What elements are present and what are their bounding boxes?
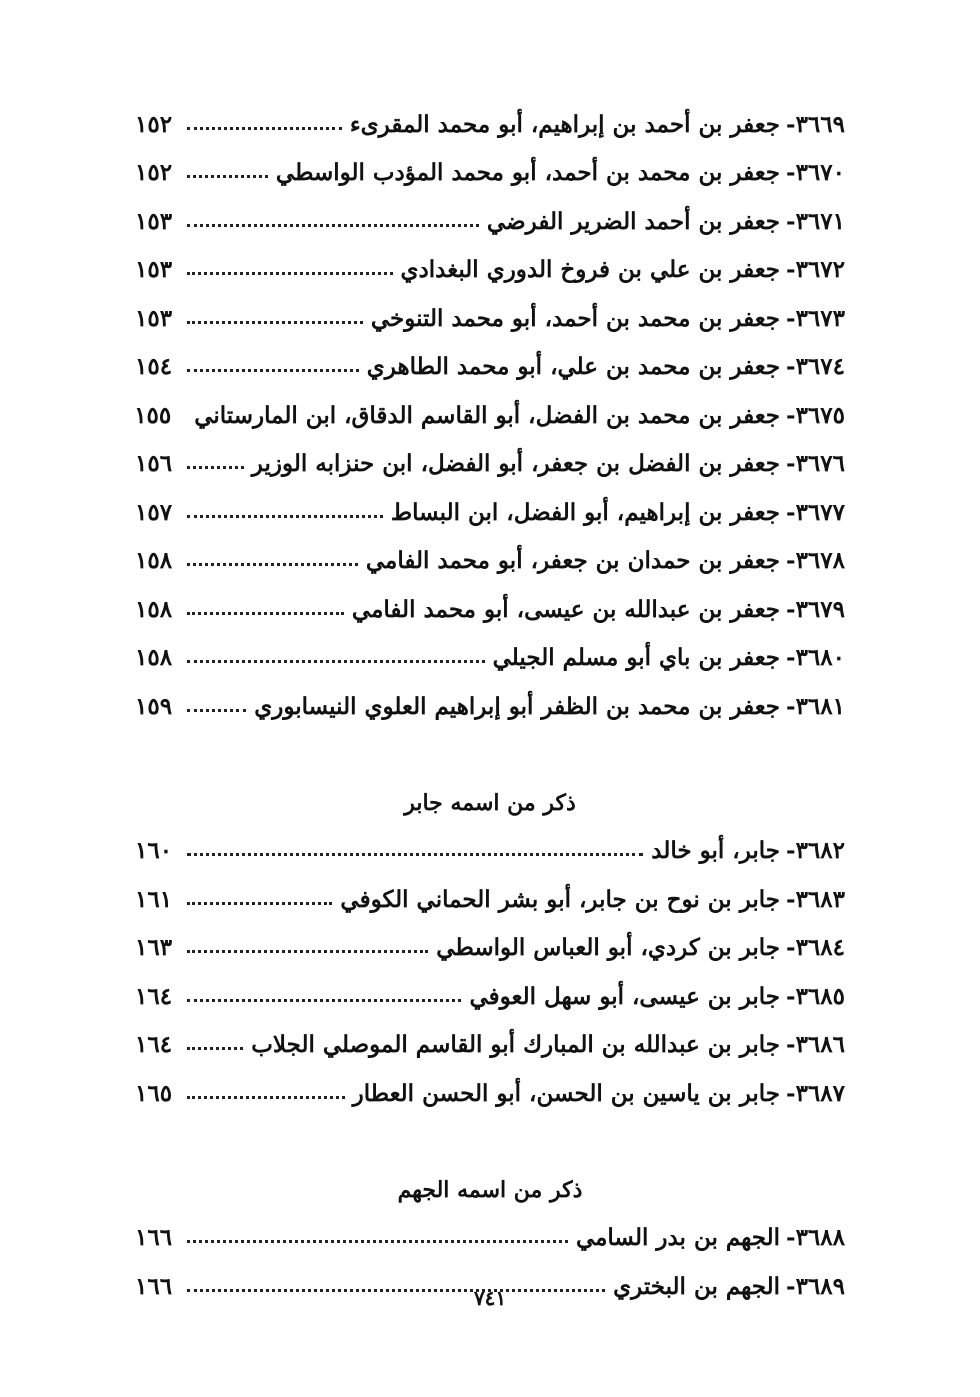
toc-section-jafar	[135, 100, 845, 731]
leader-dots	[187, 1096, 345, 1099]
section-gap	[135, 1118, 845, 1166]
entry-page: ١٥٨	[135, 547, 173, 575]
entry-name: جعفر بن محمد بن أحمد، أبو محمد المؤدب الواسطي	[275, 159, 781, 187]
toc-entry	[135, 343, 845, 392]
entry-number: ٣٦٨٥	[795, 982, 845, 1010]
table-of-contents	[135, 100, 845, 1311]
entry-number: ٣٦٦٩	[795, 110, 845, 138]
entry-page: ١٥٩	[135, 692, 173, 720]
toc-entry	[135, 634, 845, 683]
entry-name: جعفر بن عبدالله بن عيسى، أبو محمد الفامي	[351, 595, 781, 623]
toc-entry	[135, 924, 845, 973]
entry-page: ١٦٠	[135, 837, 173, 865]
entry-name: جابر بن كردي، أبو العباس الواسطي	[436, 934, 781, 962]
entry-name: جابر بن ياسين بن الحسن، أبو الحسن العطار	[352, 1079, 781, 1107]
leader-dots	[187, 175, 268, 178]
leader-dots	[187, 902, 332, 905]
section-heading: ذكر من اسمه جابر	[404, 789, 576, 816]
leader-dots	[187, 950, 428, 953]
entry-page: ١٥٢	[135, 159, 173, 187]
entry-separator: -	[786, 1224, 796, 1252]
entry-separator: -	[786, 401, 796, 429]
toc-entry	[135, 972, 845, 1021]
entry-name: جعفر بن أحمد بن إبراهيم، أبو محمد المقرىء	[349, 110, 781, 138]
entry-separator: -	[786, 207, 796, 235]
leader-dots	[187, 660, 485, 663]
entry-name: جعفر بن حمدان بن جعفر، أبو محمد الفامي	[365, 547, 781, 575]
entry-page: ١٥٢	[135, 110, 173, 138]
entry-separator: -	[786, 547, 796, 575]
toc-entry	[135, 1214, 845, 1263]
entry-number: ٣٦٨٠	[795, 644, 845, 672]
entry-number: ٣٦٧٣	[795, 304, 845, 332]
section-gap	[135, 731, 845, 779]
entry-number: ٣٦٨٧	[795, 1079, 845, 1107]
entry-number: ٣٦٧٨	[795, 547, 845, 575]
leader-dots	[187, 612, 344, 615]
toc-entry	[135, 827, 845, 876]
section-heading: ذكر من اسمه الجهم	[397, 1176, 583, 1203]
leader-dots	[187, 127, 342, 130]
entry-page: ١٥٦	[135, 450, 173, 478]
entry-page: ١٦٣	[135, 934, 173, 962]
toc-entry	[135, 391, 845, 440]
entry-name: جعفر بن باي أبو مسلم الجيلي	[492, 644, 781, 672]
toc-entry	[135, 537, 845, 586]
toc-entry	[135, 875, 845, 924]
entry-page: ١٦٥	[135, 1079, 173, 1107]
entry-page: ١٦١	[135, 885, 173, 913]
leader-dots	[187, 272, 393, 275]
entry-page: ١٦٤	[135, 1031, 173, 1059]
entry-number: ٣٦٧٥	[795, 401, 845, 429]
leader-dots	[187, 1240, 568, 1243]
entry-page: ١٦٦	[135, 1224, 173, 1252]
toc-entry	[135, 100, 845, 149]
entry-name: جعفر بن إبراهيم، أبو الفضل، ابن البساط	[390, 498, 781, 526]
entry-name: جابر، أبو خالد	[651, 837, 781, 865]
entry-number: ٣٦٧٧	[795, 498, 845, 526]
entry-separator: -	[786, 498, 796, 526]
leader-dots	[187, 515, 383, 518]
leader-dots	[187, 369, 359, 372]
entry-page: ١٥٥	[134, 401, 172, 429]
entry-separator: -	[786, 1031, 796, 1059]
toc-entry	[135, 488, 845, 537]
toc-entry	[135, 246, 845, 295]
entry-name: جعفر بن الفضل بن جعفر، أبو الفضل، ابن حنزابه الوزير	[251, 450, 781, 478]
entry-name: جعفر بن محمد بن الظفر أبو إبراهيم العلوي النيسابوري	[254, 692, 781, 720]
toc-entry	[135, 149, 845, 198]
entry-separator: -	[786, 110, 796, 138]
leader-dots	[187, 321, 363, 324]
entry-number: ٣٦٨٨	[795, 1224, 845, 1252]
entry-separator: -	[786, 837, 796, 865]
entry-number: ٣٦٨٩	[795, 1272, 845, 1300]
leader-dots	[187, 466, 244, 469]
entry-page: ١٥٨	[135, 644, 173, 672]
entry-number: ٣٦٧٢	[795, 256, 845, 284]
entry-page: ١٥٣	[135, 304, 173, 332]
entry-separator: -	[786, 450, 796, 478]
entry-number: ٣٦٧٠	[795, 159, 845, 187]
entry-name: جعفر بن محمد بن أحمد، أبو محمد التنوخي	[370, 304, 781, 332]
entry-page: ١٥٨	[135, 595, 173, 623]
entry-separator: -	[786, 1272, 796, 1300]
entry-number: ٣٦٨٤	[795, 934, 845, 962]
entry-separator: -	[786, 885, 796, 913]
entry-separator: -	[786, 934, 796, 962]
entry-name: جعفر بن محمد بن الفضل، أبو القاسم الدقاق، ابن المارستاني	[194, 401, 781, 429]
toc-entry	[135, 440, 845, 489]
entry-separator: -	[786, 982, 796, 1010]
entry-separator: -	[786, 353, 796, 381]
entry-number: ٣٦٨٦	[795, 1031, 845, 1059]
toc-entry	[135, 682, 845, 731]
entry-name: جابر بن عبدالله بن المبارك أبو القاسم الموصلي الجلاب	[251, 1031, 781, 1059]
entry-number: ٣٦٨١	[795, 692, 845, 720]
entry-separator: -	[786, 595, 796, 623]
entry-number: ٣٦٧٦	[795, 450, 845, 478]
entry-separator: -	[786, 1079, 796, 1107]
entry-number: ٣٦٨٣	[795, 885, 845, 913]
entry-separator: -	[786, 304, 796, 332]
entry-name: جعفر بن محمد بن علي، أبو محمد الطاهري	[366, 353, 781, 381]
toc-entry	[135, 294, 845, 343]
entry-page: ١٥٣	[135, 256, 173, 284]
leader-dots	[187, 853, 643, 856]
entry-name: جعفر بن علي بن فروخ الدوري البغدادي	[400, 256, 781, 284]
entry-name: جعفر بن أحمد الضرير الفرضي	[486, 207, 781, 235]
entry-page: ١٥٤	[135, 353, 173, 381]
entry-separator: -	[786, 644, 796, 672]
toc-section-jabir	[135, 779, 845, 1118]
entry-name: جابر بن نوح بن جابر، أبو بشر الحماني الكوفي	[340, 885, 781, 913]
toc-entry	[135, 1069, 845, 1118]
entry-separator: -	[786, 256, 796, 284]
toc-entry	[135, 197, 845, 246]
toc-entry	[135, 585, 845, 634]
entry-page: ١٦٤	[135, 982, 173, 1010]
leader-dots	[187, 563, 358, 566]
entry-page: ١٥٧	[135, 498, 173, 526]
entry-number: ٣٦٨٢	[795, 837, 845, 865]
toc-entry	[135, 1021, 845, 1070]
leader-dots	[187, 224, 479, 227]
entry-name: الجهم بن بدر السامي	[575, 1224, 781, 1252]
leader-dots	[187, 709, 246, 712]
entry-number: ٣٦٧١	[795, 207, 845, 235]
entry-name: الجهم بن البختري	[613, 1272, 781, 1300]
leader-dots	[187, 1047, 243, 1050]
entry-separator: -	[786, 159, 796, 187]
entry-name: جابر بن عيسى، أبو سهل العوفي	[469, 982, 781, 1010]
leader-dots	[187, 999, 461, 1002]
entry-number: ٣٦٧٩	[795, 595, 845, 623]
entry-number: ٣٦٧٤	[795, 353, 845, 381]
entry-separator: -	[786, 692, 796, 720]
entry-page: ١٦٦	[135, 1272, 173, 1300]
page-number: ٧٤١	[473, 1286, 507, 1310]
entry-page: ١٥٣	[135, 207, 173, 235]
